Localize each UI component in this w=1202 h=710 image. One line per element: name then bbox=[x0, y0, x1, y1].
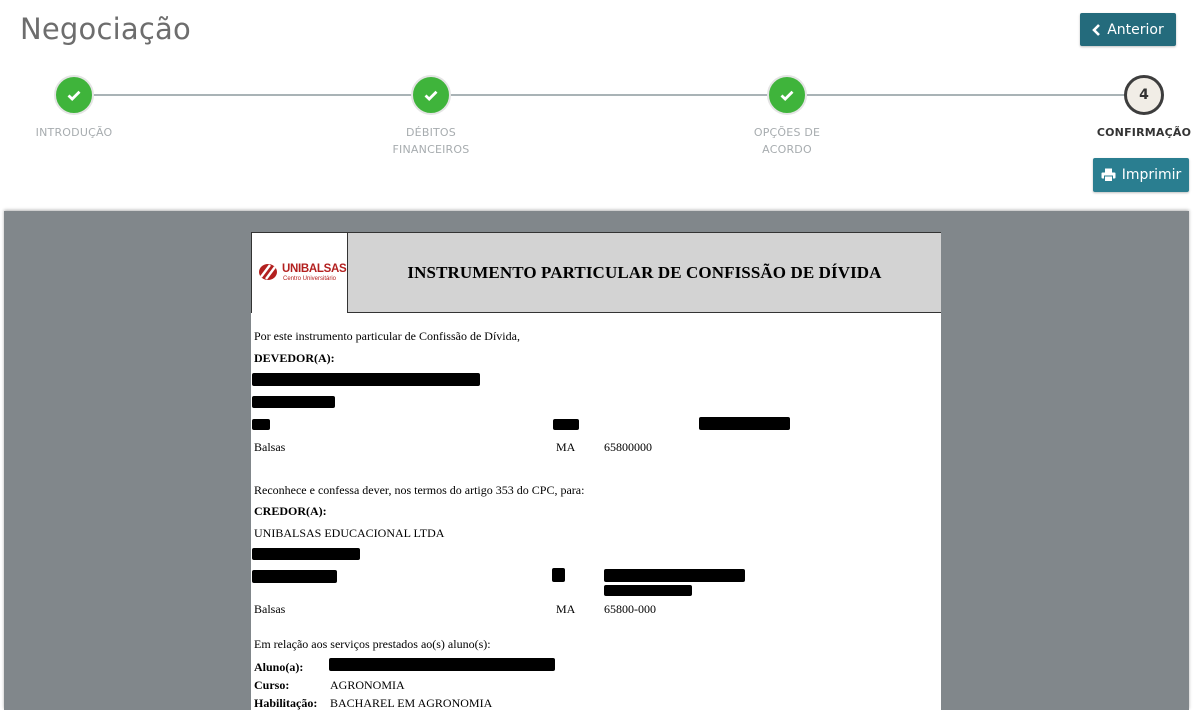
step-confirmacao[interactable] bbox=[1124, 75, 1164, 115]
print-button[interactable] bbox=[1093, 158, 1189, 192]
logo-mark-icon bbox=[258, 262, 282, 282]
redacted-block bbox=[552, 568, 565, 582]
redacted-block bbox=[252, 373, 480, 386]
unibalsas-logo bbox=[252, 233, 348, 313]
creditor-heading: CREDOR(A): bbox=[254, 504, 327, 518]
student-label: Aluno(a): bbox=[254, 660, 304, 674]
creditor-name: UNIBALSAS EDUCACIONAL LTDA bbox=[254, 526, 445, 540]
course-label: Curso: bbox=[254, 678, 290, 692]
creditor-city: Balsas bbox=[254, 602, 286, 616]
acknowledge-text: Reconhece e confessa dever, nos termos do artigo 353 do CPC, para: bbox=[254, 483, 585, 497]
step-opcoes-de-acordo[interactable] bbox=[767, 75, 807, 115]
intro-text: Por este instrumento particular de Confissão de Dívida, bbox=[254, 329, 520, 343]
redacted-block bbox=[699, 417, 790, 430]
debtor-state: MA bbox=[556, 440, 576, 454]
course-value: AGRONOMIA bbox=[330, 678, 405, 692]
stepper-connector bbox=[74, 94, 1144, 96]
redacted-block bbox=[604, 569, 745, 582]
step-confirmacao-label: CONFIRMAÇÃO bbox=[1096, 126, 1192, 139]
previous-button[interactable] bbox=[1080, 13, 1176, 46]
chevron-left-icon bbox=[1092, 24, 1101, 36]
step-introducao[interactable] bbox=[54, 75, 94, 115]
check-icon bbox=[424, 90, 438, 101]
check-icon bbox=[67, 90, 81, 101]
step-label-line: OPÇÕES DE bbox=[753, 126, 821, 139]
page-title: Negociação bbox=[20, 12, 191, 46]
debtor-zip: 65800000 bbox=[604, 440, 652, 454]
previous-button-label: Anterior bbox=[1107, 21, 1164, 38]
step-introducao-label: INTRODUÇÃO bbox=[35, 126, 113, 139]
debtor-city: Balsas bbox=[254, 440, 286, 454]
redacted-block bbox=[604, 585, 692, 596]
step-debitos-financeiros[interactable] bbox=[411, 75, 451, 115]
print-button-label: Imprimir bbox=[1121, 167, 1182, 183]
redacted-block bbox=[252, 396, 335, 408]
printer-icon bbox=[1101, 168, 1116, 182]
qualification-value: BACHAREL EM AGRONOMIA bbox=[330, 696, 493, 710]
step-opcoes-de-acordo-label bbox=[727, 124, 847, 158]
debtor-heading: DEVEDOR(A): bbox=[254, 351, 335, 365]
redacted-block bbox=[329, 658, 555, 671]
logo-text: UNIBALSAS bbox=[282, 263, 347, 275]
step-label-line: DÉBITOS bbox=[406, 126, 456, 139]
qualification-label: Habilitação: bbox=[254, 696, 318, 710]
check-icon bbox=[780, 90, 794, 101]
redacted-block bbox=[252, 548, 360, 560]
creditor-state: MA bbox=[556, 602, 576, 616]
step-number: 4 bbox=[1139, 87, 1149, 103]
step-label-line: ACORDO bbox=[762, 143, 812, 156]
document-header bbox=[251, 232, 941, 313]
creditor-zip: 65800-000 bbox=[604, 602, 656, 616]
logo-subtitle: Centro Universitário bbox=[283, 276, 337, 282]
redacted-block bbox=[252, 570, 337, 583]
document-title: INSTRUMENTO PARTICULAR DE CONFISSÃO DE DÍVIDA bbox=[348, 233, 941, 312]
redacted-block bbox=[252, 419, 270, 430]
step-label-line: FINANCEIROS bbox=[392, 143, 470, 156]
step-debitos-financeiros-label bbox=[371, 124, 491, 158]
document-page bbox=[251, 232, 941, 710]
redacted-block bbox=[553, 419, 579, 430]
services-text: Em relação aos serviços prestados ao(s) aluno(s): bbox=[254, 637, 491, 651]
document-viewer[interactable] bbox=[4, 211, 1189, 710]
